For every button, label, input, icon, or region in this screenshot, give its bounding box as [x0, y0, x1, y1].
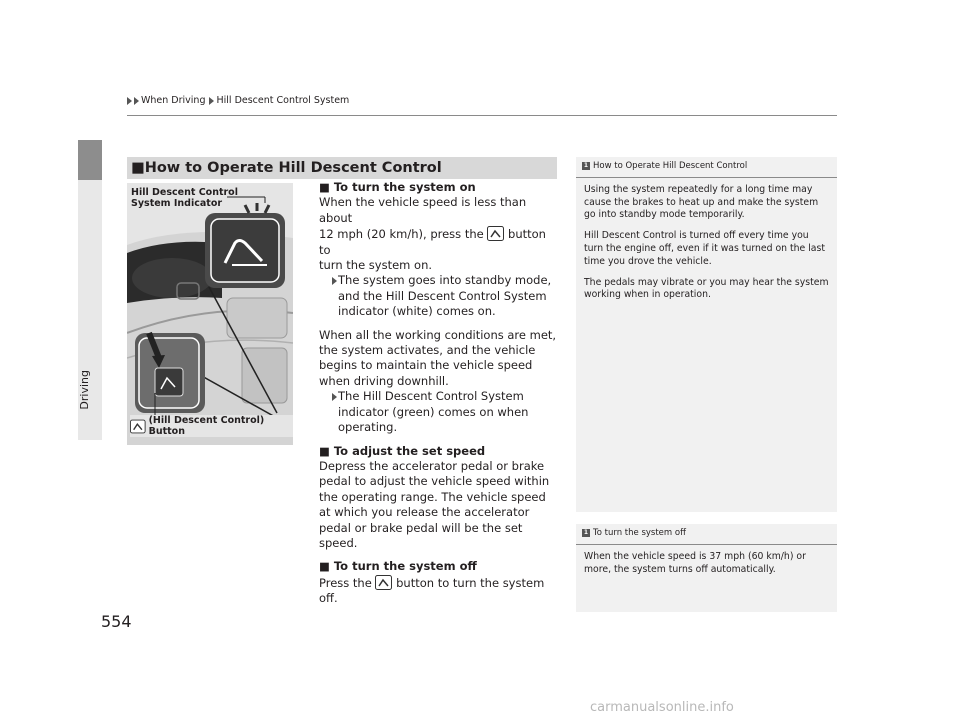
note-paragraph: When the vehicle speed is 37 mph (60 km/h) or more, the system turns off automatically. — [584, 550, 806, 575]
note-paragraph: The pedals may vibrate or you may hear the system working when in operation. — [584, 276, 829, 301]
indicator-label-line1: Hill Descent Control — [131, 187, 238, 198]
result-arrow-icon — [332, 393, 337, 401]
turn-on-result1-text: The system goes into standby mode, and the Hill Descent Control System indicator (white) comes on. — [338, 273, 552, 319]
breadcrumb-item-when-driving[interactable]: When Driving — [141, 95, 206, 106]
note-box-operate — [576, 157, 837, 512]
breadcrumb-arrow-icon — [134, 97, 139, 105]
turn-on-result1 — [319, 273, 559, 319]
reference-icon: 1 — [583, 162, 589, 169]
breadcrumb — [127, 95, 349, 106]
turn-on-heading: ■ To turn the system on — [319, 180, 476, 194]
adjust-heading: ■ To adjust the set speed — [319, 443, 486, 458]
dashboard-illustration — [127, 183, 293, 445]
note-title: To turn the system off — [593, 528, 686, 538]
turn-on-result2-text: The Hill Descent Control System indicator (green) comes on when operating. — [338, 389, 529, 435]
breadcrumb-arrow-icon — [127, 97, 132, 105]
button-callout — [130, 415, 293, 437]
reference-icon: 1 — [583, 529, 589, 536]
hill-descent-icon — [130, 419, 146, 434]
note-header — [576, 157, 837, 178]
result-arrow-icon — [332, 277, 337, 285]
main-text-column — [319, 180, 559, 607]
breadcrumb-arrow-icon — [209, 97, 214, 105]
note-paragraph: Hill Descent Control is turned off every time you turn the engine off, even if it was turned on the last time you drove the vehicle. — [584, 230, 825, 267]
page-number: 554 — [101, 612, 132, 631]
button-label: (Hill Descent Control) Button — [148, 415, 265, 437]
turn-on-line3: turn the system on. — [319, 258, 433, 273]
adjust-paragraph: Depress the accelerator pedal or brake pedal to adjust the vehicle speed within the operating range. The vehicle speed at which you release the accelerator pedal or brake pedal will be the set speed. — [319, 458, 550, 550]
hill-descent-button-icon — [487, 226, 504, 241]
note-box-turn-off — [576, 524, 837, 612]
turn-off-line-b: button to turn the system off. — [319, 575, 545, 606]
note-header — [576, 524, 837, 545]
note-title: How to Operate Hill Descent Control — [593, 161, 748, 171]
turn-on-result2 — [319, 389, 559, 435]
watermark: carmanualsonline.info — [590, 700, 734, 715]
turn-on-line2 — [319, 226, 559, 258]
turn-on-line2b: button to — [319, 227, 546, 257]
indicator-label-line2: System Indicator — [131, 198, 223, 209]
hill-descent-button-icon — [375, 575, 392, 590]
turn-off-line-a: Press the — [319, 575, 376, 590]
dashboard-figure — [127, 183, 293, 445]
turn-off-heading: ■ To turn the system off — [319, 559, 477, 574]
chapter-label: Driving — [78, 370, 91, 410]
turn-on-line1: When the vehicle speed is less than about — [319, 195, 527, 225]
indicator-callout — [131, 187, 238, 209]
header-rule — [127, 115, 837, 116]
activation-paragraph: When all the working conditions are met, the system activates, and the vehicle begins to maintain the vehicle speed when driving downhill. — [319, 327, 557, 388]
section-heading: ■How to Operate Hill Descent Control — [127, 157, 557, 179]
breadcrumb-item-hill-descent[interactable]: Hill Descent Control System — [216, 95, 350, 106]
turn-on-line2a: 12 mph (20 km/h), press the — [319, 227, 488, 242]
turn-off-paragraph — [319, 575, 559, 607]
note-paragraph: Using the system repeatedly for a long time may cause the brakes to heat up and make the system go into standby mode temporarily. — [584, 183, 819, 221]
